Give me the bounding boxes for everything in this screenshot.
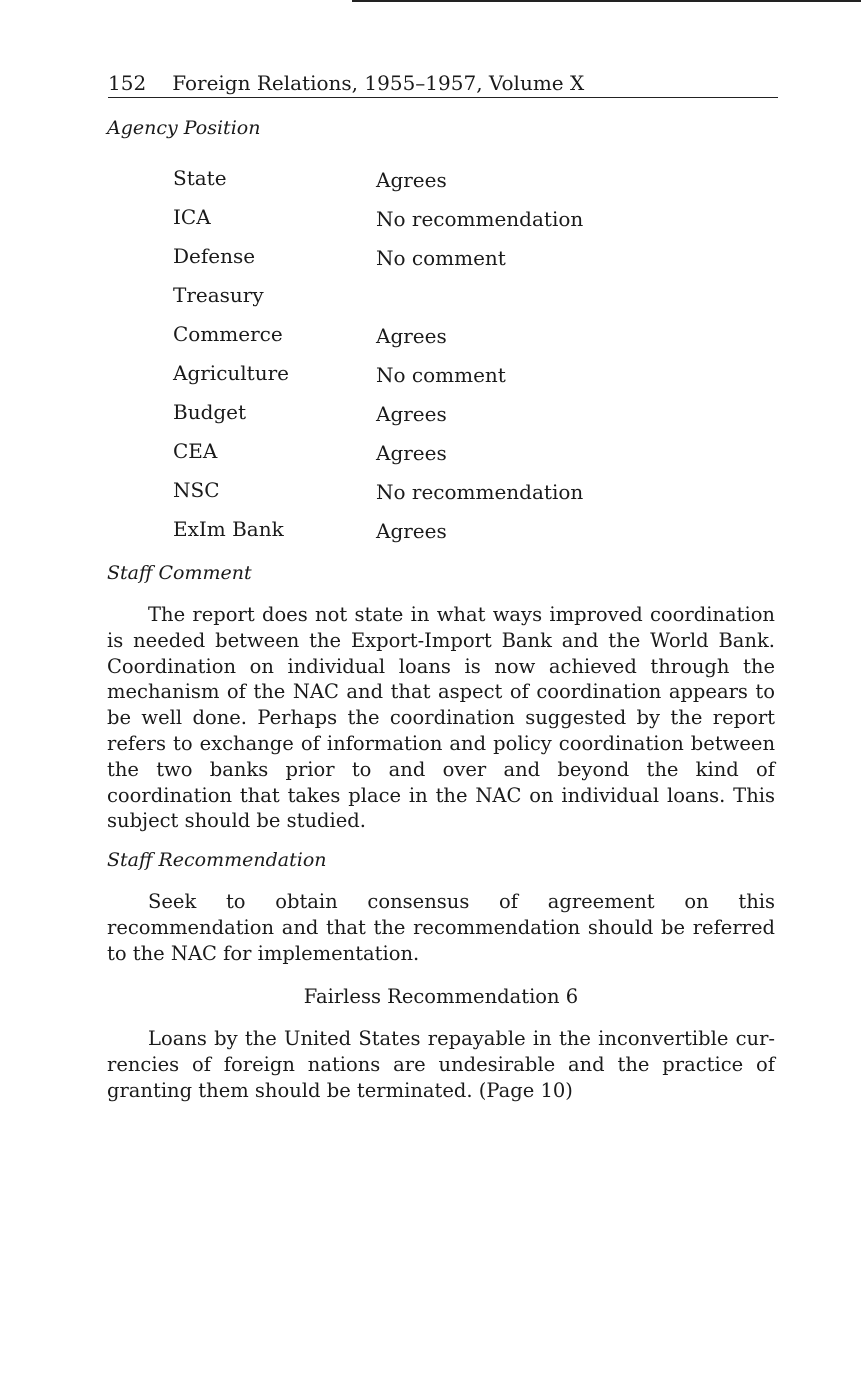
agency-row — [173, 472, 673, 511]
agency-name: Treasury — [173, 283, 264, 307]
staff-recommendation-heading: Staff Recommendation — [107, 849, 327, 871]
agency-row — [173, 199, 673, 238]
agency-row — [173, 394, 673, 433]
staff-recommendation-paragraph: Seek to obtain consensus of agreement on this recommendation and that the recommendation should be referred to the NAC for implementation. — [107, 890, 775, 965]
agency-position: Agrees — [376, 402, 447, 426]
agency-position: Agrees — [376, 324, 447, 348]
volume-title: Foreign Relations, 1955–1957, Volume X — [172, 71, 585, 95]
agency-position: No recommendation — [376, 207, 584, 231]
fairless-recommendation-paragraph: Loans by the United States repayable in the inconvertible currencies of foreign nations are undesirable and the practice of granting them should be terminated. (Page 10) — [107, 1027, 775, 1102]
running-head — [108, 70, 778, 98]
agency-name: Agriculture — [173, 361, 289, 385]
agency-name: ExIm Bank — [173, 517, 284, 541]
agency-name: Budget — [173, 400, 247, 424]
agency-position: Agrees — [376, 519, 447, 543]
agency-position: No recommendation — [376, 480, 584, 504]
agency-position-heading: Agency Position — [107, 117, 261, 139]
agency-name: Defense — [173, 244, 256, 268]
agency-row — [173, 511, 673, 550]
agency-name: NSC — [173, 478, 220, 502]
staff-comment-heading: Staff Comment — [107, 562, 252, 584]
fairless-recommendation-title: Fairless Recommendation 6 — [303, 985, 579, 1008]
agency-row — [173, 433, 673, 472]
top-rule — [352, 0, 861, 2]
agency-position: Agrees — [376, 168, 447, 192]
agency-position: No comment — [376, 363, 506, 387]
agency-name: State — [173, 166, 227, 190]
agency-name: ICA — [173, 205, 211, 229]
page-number: 152 — [108, 71, 147, 95]
agency-position-table — [173, 160, 673, 550]
agency-row — [173, 316, 673, 355]
agency-row — [173, 238, 673, 277]
agency-name: Commerce — [173, 322, 283, 346]
agency-position: No comment — [376, 246, 506, 270]
agency-row — [173, 355, 673, 394]
agency-position: Agrees — [376, 441, 447, 465]
agency-name: CEA — [173, 439, 218, 463]
agency-row — [173, 160, 673, 199]
agency-row — [173, 277, 673, 316]
staff-comment-paragraph: The report does not state in what ways improved coordination is needed between the Export-Import Bank and the World Bank. Coordination on individual loans is now achieved through the mechanism of the NAC and that aspect of coordination appears to be well done. Perhaps the coordination suggested by the report refers to exchange of information and policy coordination between the two banks prior to and over and beyond the kind of coordination that takes place in the NAC on individual loans. This subject should be studied. — [107, 603, 775, 833]
